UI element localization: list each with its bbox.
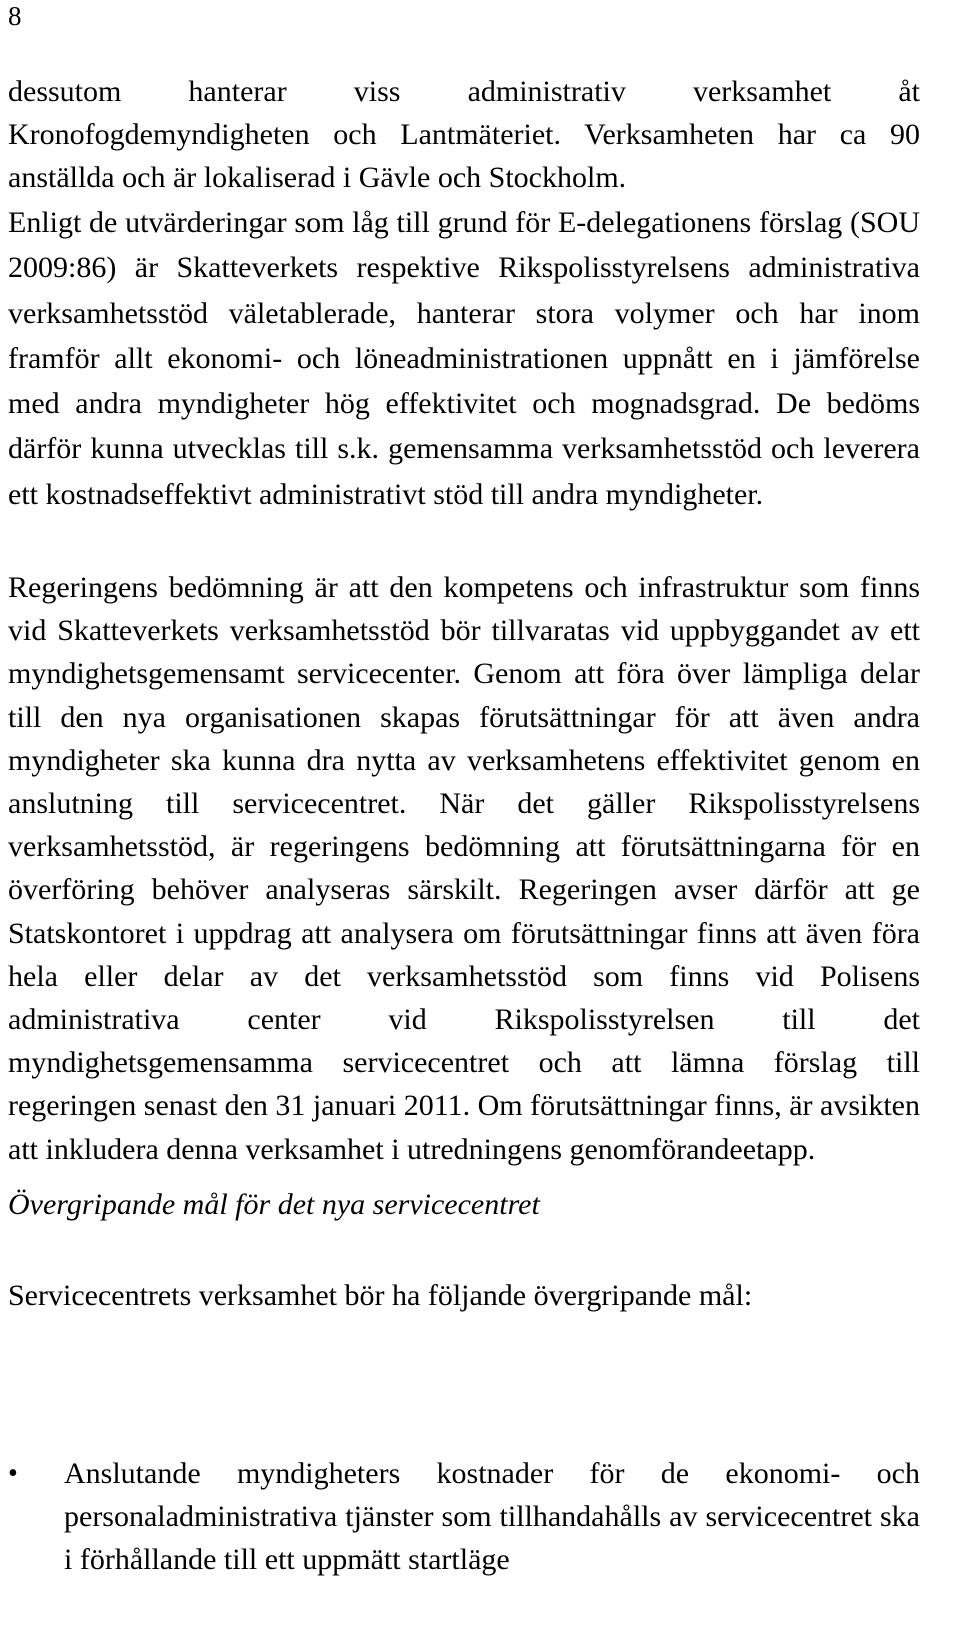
section-heading: Övergripande mål för det nya servicecentret: [8, 1188, 540, 1221]
goals-list: [8, 1452, 920, 1581]
bullet-icon: •: [8, 1458, 18, 1489]
paragraph-evaluation: Enligt de utvärderingar som låg till grund för E-delegationens förslag (SOU 2009:86) är Skatteverkets respektive Rikspolisstyrelsens administrativa verksamhetsstöd väletablerade, hanterar stora volymer och har inom framför allt ekonomi- och löneadministrationen uppnått en i jämförelse med andra myndigheter hög effektivitet och mognadsgrad. De bedöms därför kunna utvecklas till s.k. gemensamma verksamhetsstöd och leverera ett kostnadseffektivt administrativt stöd till andra myndigheter.: [8, 206, 920, 511]
paragraph-government-assessment: Regeringens bedömning är att den kompetens och infrastruktur som finns vid Skatteverkets verksamhetsstöd bör tillvaratas vid uppbyggandet av ett myndighetsgemensamt servicecenter. Genom att föra över lämpliga delar till den nya organisationen skapas förutsättningar för att även andra myndigheter ska kunna dra nytta av verksamhetens effektivitet genom en anslutning till servicecentret. När det gäller Rikspolisstyrelsens verksamhetsstöd, är regeringens bedömning att förutsättningarna för en överföring behöver analyseras särskilt. Regeringen avser därför att ge Statskontoret i uppdrag att analysera om förutsättningar finns att även föra hela eller delar av det verksamhetsstöd som finns vid Polisens administrativa center vid Rikspolisstyrelsen till det myndighetsgemensamma servicecentret och att lämna förslag till regeringen senast den 31 januari 2011. Om förutsättningar finns, är avsikten att inkludera denna verksamhet i utredningens genomförandeetapp.: [8, 571, 920, 1166]
list-item: [8, 1452, 920, 1581]
page-number: 8: [8, 1, 22, 31]
list-item-text: Anslutande myndigheters kostnader för de ekonomi- och personaladministrativa tjänster som tillhandahålls av servicecentret ska i förhållande till ett uppmätt startläge: [64, 1457, 920, 1576]
paragraph-intro-continuation: dessutom hanterar viss administrativ verksamhet åt Kronofogdemyndigheten och Lantmäteriet. Verksamheten har ca 90 anställda och är lokaliserad i Gävle och Stockholm.: [8, 75, 920, 194]
section-intro: Servicecentrets verksamhet bör ha följande övergripande mål:: [8, 1279, 753, 1312]
